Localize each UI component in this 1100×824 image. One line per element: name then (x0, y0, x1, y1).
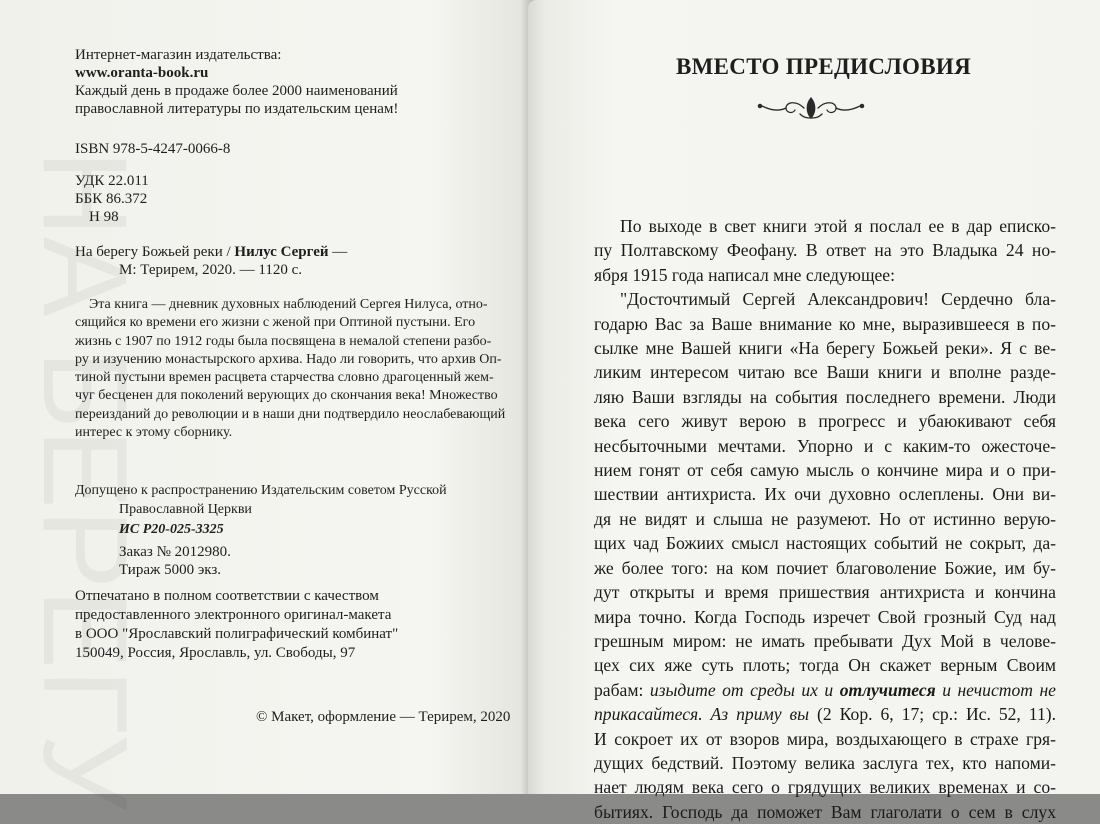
text-line: нает людям века сего о грядущих великих временах и со- (594, 777, 1056, 798)
copyright: © Макет, оформление — Терирем, 2020 (256, 709, 511, 725)
print-info-line: предоставленного электронного оригинал-макета (75, 607, 392, 623)
text-line: годарю Вас за Ваше внимание ко мне, выразившееся в по- (594, 313, 1056, 334)
order-info (119, 543, 231, 579)
approval-line-1: Допущено к распространению Издательским советом Русской (75, 483, 447, 498)
text-line: же более того: на ком почиет благоволение Божие, им бу- (594, 557, 1056, 578)
print-info-line: в ООО "Ярославский полиграфический комбинат" (75, 626, 399, 642)
text-line-mixed (594, 678, 1056, 702)
annotation-line: ру и изучению монастырского архива. Надо ли говорить, что архив Оп- (75, 351, 502, 367)
biblio-author: Нилус Сергей (234, 244, 329, 260)
annotation-line: чуг бесценен для поколений верующих до скончания века! Множество (75, 388, 498, 404)
text-line: И сокроет их от взоров мира, воздыхающего в страхе гря- (594, 728, 1056, 749)
text-line: бытиях. Господь да поможет Вам глаголати о сем в слух (594, 801, 1056, 822)
annotation-line: жизнь с 1907 по 1912 годы была посвящена в немалой степени разбо- (75, 333, 492, 349)
text-line: сылке мне Вашей книги «На берегу Божьей реки». Я с ве- (594, 338, 1056, 359)
scripture-quote: изыдите от среды их и (649, 679, 840, 700)
udk: УДК 22.011 (75, 173, 149, 189)
text-line: "Досточтимый Сергей Александрович! Сердечно бла- (620, 289, 1056, 310)
scripture-quote: и нечистот не (935, 679, 1056, 700)
isbn: ISBN 978-5-4247-0066-8 (75, 141, 231, 157)
approval-line-2: Православной Церкви (119, 501, 252, 517)
text-line: ября 1915 года написал мне следующее: (594, 264, 896, 285)
text-line: ляю Ваши взгляды на события последнего времени. Люди (594, 386, 1056, 407)
text-line: шествии антихриста. Их очи духовно ослеплены. Они ви- (594, 484, 1056, 505)
text-line-mixed (594, 702, 1056, 726)
preface-text (594, 214, 1056, 824)
annotation-line: тиной пустыни времен расцвета старчества словно драгоценный жем- (75, 370, 494, 386)
text-line: щих чад Божиих смысл настоящих событий не сокрыт, да- (594, 533, 1056, 554)
order-number: Заказ № 2012980. (119, 544, 231, 560)
text-line: грешным миром: не имать пребывати Дух Мой в челове- (594, 630, 1056, 651)
annotation-line: Эта книга — дневник духовных наблюдений Сергея Нилуса, отно- (89, 297, 488, 312)
classification-block (75, 172, 149, 226)
text-line: несбыточными мечтами. Упорно и с каким-то ожесточе- (594, 435, 1056, 456)
publisher-shop-block (75, 46, 398, 118)
text-line: цех сих яже суть плоть; тогда Он скажет верным Своим (594, 655, 1056, 676)
text-line: По выходе в свет книги этой я послал ее в дар еписко- (620, 216, 1056, 236)
scripture-quote: прикасайтеся. Аз приму вы (594, 704, 810, 725)
approval-code: ИС Р20-025-3325 (119, 522, 224, 537)
bbk: ББК 86.372 (75, 191, 148, 207)
text-line: дущих бедствий. Поэтому велика заслуга тех, кто напоми- (594, 752, 1056, 773)
author-code: Н 98 (89, 209, 119, 225)
chapter-heading: ВМЕСТО ПРЕДИСЛОВИЯ (676, 54, 971, 79)
text-line: века сего живут верою в прогресс и убаюкивают себя (594, 411, 1056, 432)
shop-line-2: православной литературы по издательским ценам! (75, 101, 399, 117)
biblio-title: На берегу Божьей реки / (75, 244, 235, 260)
right-page (528, 0, 1100, 822)
biblio-dash: — (328, 244, 348, 260)
annotation-line: сящийся ко времени его жизни с женой при Оптиной пустыни. Его (75, 315, 476, 331)
shop-url: www.oranta-book.ru (75, 65, 209, 81)
text-line: мира точно. Когда Господь изречет Свой грозный Суд над (594, 606, 1056, 627)
annotation-line: переизданий до революции и в наши дни подтвердило неослабевающий (75, 406, 506, 422)
text-line: ликим интересом читаю все Ваши книги и вполне разде- (594, 362, 1056, 383)
print-run: Тираж 5000 экз. (119, 562, 222, 578)
annotation (75, 296, 505, 442)
biblio-imprint: М: Терирем, 2020. — 1120 с. (119, 262, 303, 278)
emphasized-word: отлучитеся (839, 679, 936, 700)
text-line: нием гонят от себя самую мысль о кончине мира и о при- (594, 460, 1056, 481)
text-line: дя не видят и слыша не разумеют. Но от истинно верую- (594, 508, 1056, 529)
printing-info (75, 587, 398, 663)
text-line: пу Полтавскому Феофану. В ответ на это Владыка 24 но- (594, 240, 1056, 261)
shop-heading: Интернет-магазин издательства: (75, 47, 282, 63)
print-info-line: Отпечатано в полном соответствии с качеством (75, 588, 379, 604)
flourish-ornament-icon (756, 94, 866, 122)
text-line: дут открыты и время пришествия антихриста и кончина (594, 582, 1056, 603)
bibliographic-entry (75, 243, 347, 279)
scripture-reference: (2 Кор. 6, 17; ср.: Ис. 52, 11). (809, 704, 1056, 725)
text-run: рабам: (594, 679, 650, 700)
annotation-line: интерес к этому сборнику. (75, 425, 233, 441)
print-info-line: 150049, Россия, Ярославль, ул. Свободы, 97 (75, 645, 356, 661)
shop-line-1: Каждый день в продаже более 2000 наименований (75, 83, 398, 99)
left-page (0, 0, 537, 794)
church-approval (75, 482, 447, 540)
